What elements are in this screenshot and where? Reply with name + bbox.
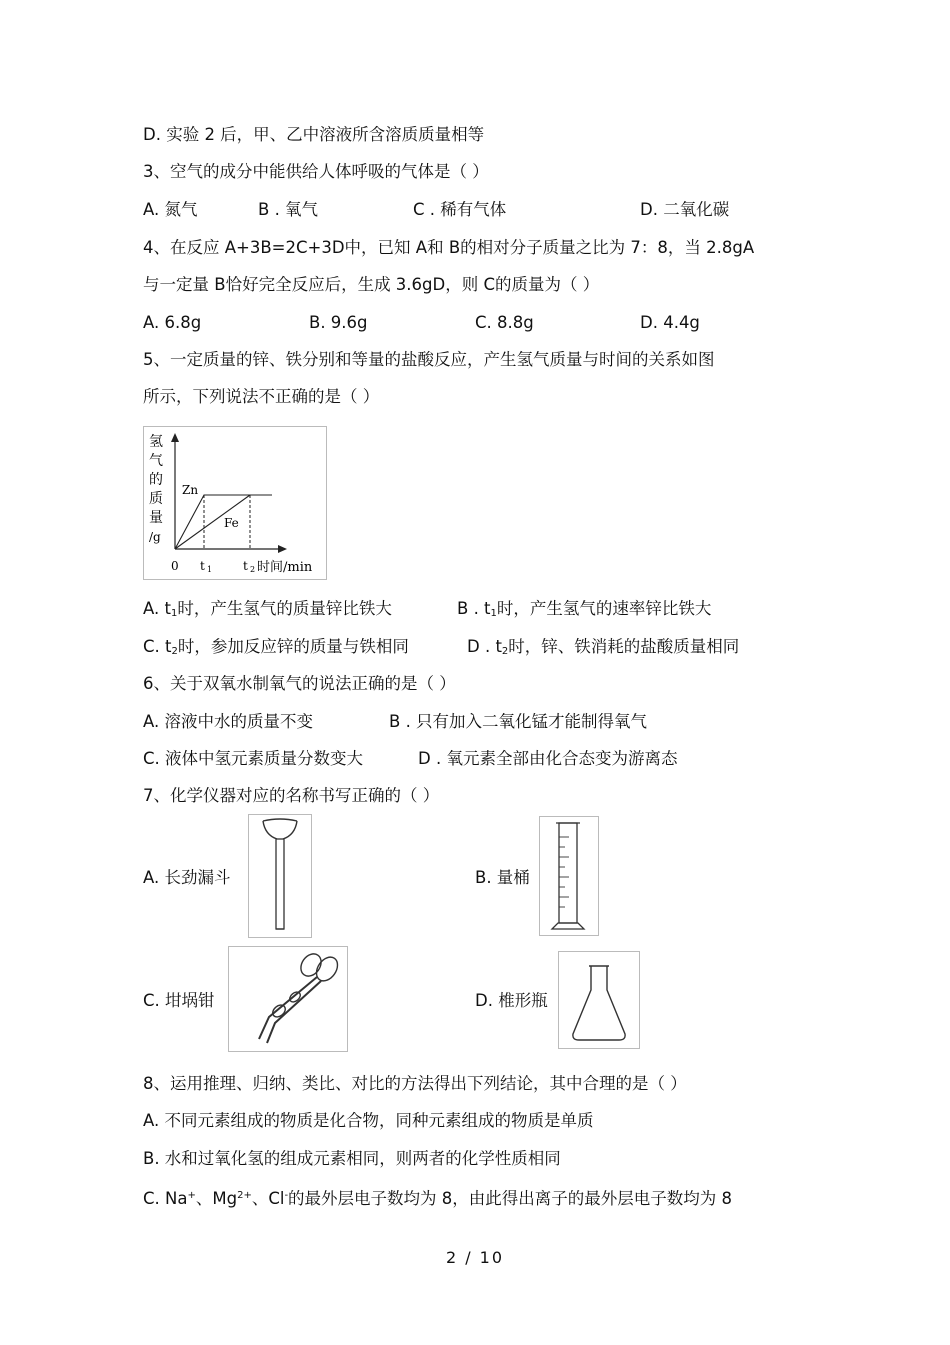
zn-label: Zn bbox=[182, 483, 199, 497]
ylabel-char-3: 的 bbox=[149, 472, 163, 488]
q4-line1: 4、在反应 A+3B=2C+3D中，已知 A和 B的相对分子质量之比为 7：8，当 2.8gA bbox=[143, 238, 755, 257]
q7-option-d: D. 椎形瓶 bbox=[475, 991, 548, 1010]
q5-line1: 5、一定质量的锌、铁分别和等量的盐酸反应，产生氢气质量与时间的关系如图 bbox=[143, 350, 715, 369]
q8-option-a: A. 不同元素组成的物质是化合物，同种元素组成的物质是单质 bbox=[143, 1111, 594, 1130]
fe-label: Fe bbox=[224, 516, 239, 530]
t2-subscript: 2 bbox=[250, 565, 256, 574]
q5-d-post: 时，锌、铁消耗的盐酸质量相同 bbox=[508, 637, 740, 656]
t1-subscript: 1 bbox=[207, 565, 213, 574]
tongs-image bbox=[228, 946, 348, 1052]
q2-option-d: D. 实验 2 后，甲、乙中溶液所含溶质质量相等 bbox=[143, 125, 485, 144]
y-unit: /g bbox=[149, 530, 161, 544]
q4-option-c: C. 8.8g bbox=[475, 313, 534, 332]
flask-image bbox=[558, 951, 640, 1049]
q7-stem: 7、化学仪器对应的名称书写正确的（ ） bbox=[143, 786, 440, 805]
q5-c-sub: 2 bbox=[171, 646, 178, 657]
q8-c-sup2: 2+ bbox=[237, 1190, 252, 1201]
t2-label: t bbox=[243, 559, 248, 573]
y-axis-arrow-icon bbox=[171, 433, 179, 442]
q3-option-d: D. 二氧化碳 bbox=[640, 200, 730, 219]
long-neck-funnel-icon bbox=[249, 815, 311, 937]
funnel-image bbox=[248, 814, 312, 938]
ylabel-char-4: 质 bbox=[149, 491, 163, 507]
q4-option-a: A. 6.8g bbox=[143, 313, 202, 332]
q5-a-sub: 1 bbox=[170, 608, 178, 619]
q5-line2: 所示，下列说法不正确的是（ ） bbox=[143, 387, 380, 406]
q7-option-b: B. 量桶 bbox=[475, 868, 530, 887]
q5-option-d bbox=[467, 636, 739, 663]
q5-option-b bbox=[457, 598, 711, 625]
q6-option-d: D . 氧元素全部由化合态变为游离态 bbox=[418, 749, 678, 768]
q4-option-d: D. 4.4g bbox=[640, 313, 700, 332]
q7-option-a: A. 长劲漏斗 bbox=[143, 868, 231, 887]
q5-b-sub: 1 bbox=[490, 608, 497, 619]
q5-option-c bbox=[143, 636, 409, 663]
ylabel-char-1: 氢 bbox=[149, 434, 163, 450]
q5-c-pre: C. t bbox=[143, 637, 172, 656]
q5-a-post: 时，产生氢气的质量锌比铁大 bbox=[177, 599, 392, 618]
q8-c-pre: C. Na bbox=[143, 1189, 188, 1208]
q3-option-b: B . 氧气 bbox=[258, 200, 319, 219]
q8-c-mid1: 、Mg bbox=[195, 1189, 238, 1208]
conical-flask-icon bbox=[559, 952, 639, 1048]
q5-b-post: 时，产生氢气的速率锌比铁大 bbox=[496, 599, 712, 618]
page-number: 2 / 10 bbox=[445, 1248, 505, 1267]
q3-option-c: C . 稀有气体 bbox=[413, 200, 507, 219]
ylabel-char-5: 量 bbox=[149, 510, 163, 526]
crucible-tongs-icon bbox=[229, 947, 347, 1051]
graph-svg bbox=[144, 427, 326, 579]
q6-option-c: C. 液体中氢元素质量分数变大 bbox=[143, 749, 364, 768]
q5-d-sub: 2 bbox=[501, 646, 509, 657]
t1-label: t bbox=[200, 559, 205, 573]
q6-option-a: A. 溶液中水的质量不变 bbox=[143, 712, 313, 731]
q6-option-b: B . 只有加入二氧化锰才能制得氧气 bbox=[389, 712, 648, 731]
x-axis-label: 时间/min bbox=[257, 560, 313, 575]
q3-option-a: A. 氮气 bbox=[143, 200, 198, 219]
q8-c-sup1: + bbox=[187, 1190, 196, 1201]
q5-c-post: 时，参加反应锌的质量与铁相同 bbox=[177, 637, 409, 656]
q7-option-c: C. 坩埚钳 bbox=[143, 991, 215, 1010]
q4-line2: 与一定量 B恰好完全反应后，生成 3.6gD，则 C的质量为（ ） bbox=[143, 275, 600, 294]
q8-c-post: 的最外层电子数均为 8，由此得出离子的最外层电子数均为 8 bbox=[288, 1189, 733, 1208]
q8-option-c bbox=[143, 1185, 732, 1210]
q3-stem: 3、空气的成分中能供给人体呼吸的气体是（ ） bbox=[143, 162, 489, 181]
x-axis-arrow-icon bbox=[278, 545, 287, 553]
q5-d-pre: D . t bbox=[467, 637, 502, 656]
q6-stem: 6、关于双氧水制氧气的说法正确的是（ ） bbox=[143, 674, 456, 693]
q8-c-sup3: - bbox=[284, 1190, 289, 1201]
measuring-cylinder-icon bbox=[540, 817, 598, 935]
q8-option-b: B. 水和过氧化氢的组成元素相同，则两者的化学性质相同 bbox=[143, 1149, 561, 1168]
q8-c-mid2: 、Cl bbox=[251, 1189, 285, 1208]
q4-option-b: B. 9.6g bbox=[309, 313, 368, 332]
q5-option-a bbox=[143, 598, 392, 625]
q5-a-pre: A. t bbox=[143, 599, 171, 618]
ylabel-char-2: 气 bbox=[149, 453, 163, 469]
origin-label: 0 bbox=[171, 559, 179, 573]
hydrogen-mass-graph bbox=[143, 426, 327, 580]
q5-b-pre: B . t bbox=[457, 599, 491, 618]
q8-stem: 8、运用推理、归纳、类比、对比的方法得出下列结论，其中合理的是（ ） bbox=[143, 1074, 687, 1093]
cylinder-image bbox=[539, 816, 599, 936]
